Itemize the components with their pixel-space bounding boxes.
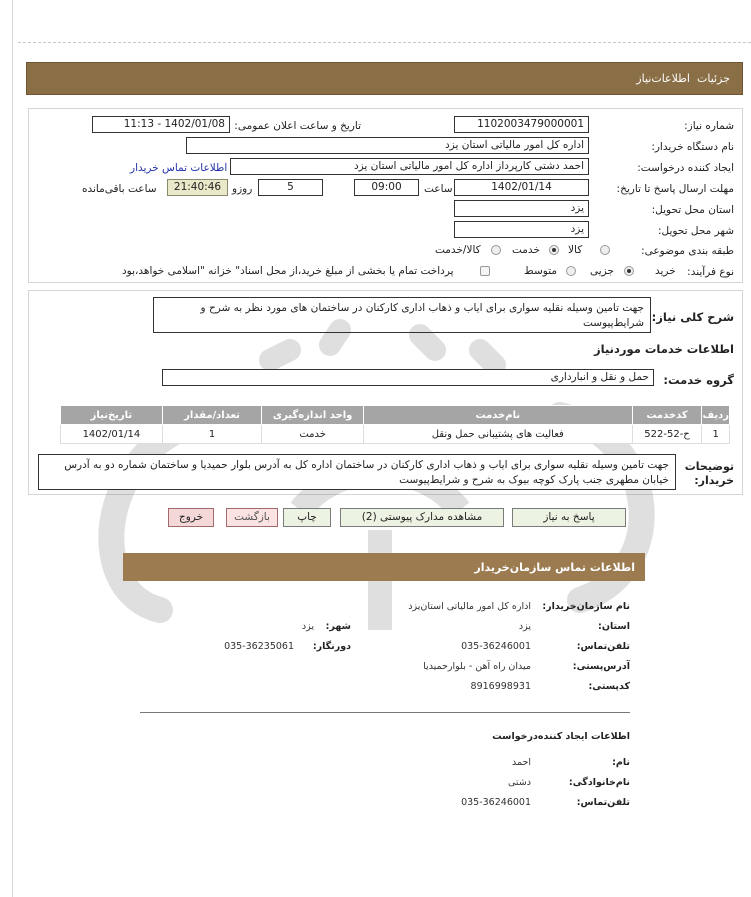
cell-need-date: 1402/01/14 — [61, 425, 163, 444]
service-group-field: حمل و نقل و انبارداری — [162, 369, 654, 386]
province-field: یزد — [454, 200, 589, 217]
treasury-payment-checkbox[interactable] — [480, 266, 490, 276]
process-medium-radio[interactable] — [566, 266, 576, 276]
contact-city-value: یزد — [301, 621, 314, 632]
buyer-org-label: نام دستگاه خریدار: — [651, 141, 734, 153]
deadline-label: مهلت ارسال پاسخ تا تاریخ: — [616, 183, 734, 195]
contact-phone-label: تلفن‌تماس: — [576, 641, 630, 652]
contact-section-title: اطلاعات تماس سازمان‌خریدار — [474, 561, 635, 574]
services-table-header — [61, 406, 730, 425]
creator-phone-value: 035-36246001 — [461, 797, 531, 808]
contact-address-label: آدرس‌پستی: — [572, 661, 630, 672]
creator-info-title: اطلاعات ایجاد کننده‌درخواست — [492, 731, 630, 742]
category-goods-label: کالا — [568, 244, 583, 256]
col-service-code: کدخدمت — [632, 406, 702, 425]
announce-datetime-field: 1402/01/08 - 11:13 — [92, 116, 230, 133]
category-goods-service-radio[interactable] — [491, 245, 501, 255]
city-field: یزد — [454, 221, 589, 238]
back-button[interactable]: بازگشت — [226, 508, 278, 527]
category-goods-service-label: کالا/خدمت — [435, 244, 481, 256]
contact-province-label: استان: — [598, 621, 630, 632]
process-buy-label: خرید — [655, 265, 676, 277]
need-number-label: شماره نیاز: — [684, 120, 734, 132]
need-number-field: 1102003479000001 — [454, 116, 589, 133]
top-divider — [18, 42, 751, 43]
cell-row: 1 — [702, 425, 730, 444]
buyer-notes-field: جهت تامین وسیله نقلیه سواری برای ایاب و ذهاب اداری کارکنان در ساختمان اداره کل به آدرس بلوار حمیدیا و ساختمان شماره دو به آدرس خیابان مطهری جنب پارک کوچه بیوک به شرح و شرایط‌پیوست — [38, 454, 676, 490]
creator-label: ایجاد کننده درخواست: — [637, 162, 734, 174]
summary-label: شرح کلی نیاز: — [651, 310, 734, 324]
remaining-label: ساعت باقی‌مانده — [82, 183, 157, 195]
page-left-border — [12, 0, 13, 897]
process-label: نوع فرآیند: — [687, 266, 734, 278]
table-row — [61, 425, 730, 444]
contact-org-label: نام سازمان‌خریدار: — [542, 601, 630, 612]
col-service-name: نام‌خدمت — [364, 406, 633, 425]
province-label: استان محل تحویل: — [651, 204, 734, 216]
breadcrumb-details[interactable]: جزئیات — [697, 72, 730, 85]
contact-postal-label: کدپستی: — [588, 681, 630, 692]
creator-phone-label: تلفن‌تماس: — [576, 797, 630, 808]
section-header — [26, 62, 743, 95]
deadline-date-field: 1402/01/14 — [454, 179, 589, 196]
treasury-payment-note: پرداخت تمام یا بخشی از مبلغ خرید،از محل اسناد" خزانه "اسلامی خواهد،بود — [122, 265, 454, 277]
category-service-radio[interactable] — [549, 245, 559, 255]
contact-phone-value: 035-36246001 — [461, 641, 531, 652]
contact-section-header — [123, 553, 645, 581]
contact-divider — [140, 712, 630, 713]
services-title: اطلاعات خدمات موردنیاز — [594, 342, 734, 356]
category-goods-radio[interactable] — [600, 245, 610, 255]
cell-quantity: 1 — [162, 425, 262, 444]
view-attachments-button[interactable]: مشاهده مدارک پیوستی (2) — [340, 508, 504, 527]
buyer-contact-link[interactable]: اطلاعات تماس خریدار — [130, 162, 228, 174]
contact-province-value: یزد — [518, 621, 531, 632]
summary-field: جهت تامین وسیله نقلیه سواری برای ایاب و ذهاب اداری کارکنان در ساختمان های مورد نظر به شرح و شرایط‌پیوست — [153, 297, 651, 333]
remaining-time-field: 21:40:46 — [167, 179, 228, 196]
reply-button[interactable]: پاسخ به نیاز — [512, 508, 626, 527]
contact-address-value: میدان راه آهن - بلوارحمیدیا — [423, 661, 531, 672]
col-row: ردیف — [702, 406, 730, 425]
contact-postal-value: 8916998931 — [470, 681, 531, 692]
exit-button[interactable]: خروج — [168, 508, 214, 527]
deadline-hour-field: 09:00 — [354, 179, 419, 196]
col-quantity: تعداد/مقدار — [162, 406, 262, 425]
contact-fax-label: دورنگار: — [312, 641, 351, 652]
cell-service-code: ح-52-522 — [632, 425, 702, 444]
print-button[interactable]: چاپ — [283, 508, 331, 527]
col-need-date: تاریخ‌نیاز — [61, 406, 163, 425]
cell-service-name: فعالیت های پشتیبانی حمل ونقل — [364, 425, 633, 444]
creator-field: احمد دشتی کارپرداز اداره کل امور مالیاتی استان یزد — [230, 158, 589, 175]
category-service-label: خدمت — [512, 244, 540, 256]
contact-city-label: شهر: — [325, 621, 351, 632]
process-minor-radio[interactable] — [624, 266, 634, 276]
announce-label: تاریخ و ساعت اعلان عمومی: — [234, 120, 361, 132]
buyer-notes-label: توضیحات خریدار: — [684, 460, 734, 487]
contact-fax-value: 035-36235061 — [224, 641, 294, 652]
process-medium-label: متوسط — [524, 265, 557, 277]
process-minor-label: جزیی — [590, 265, 614, 277]
services-table — [60, 405, 730, 444]
hour-label: ساعت — [424, 183, 453, 195]
days-label: روزو — [232, 183, 253, 195]
col-unit: واحد اندازه‌گیری — [262, 406, 364, 425]
creator-name-label: نام: — [612, 757, 630, 768]
creator-family-value: دشتی — [508, 777, 531, 788]
city-label: شهر محل تحویل: — [658, 225, 734, 237]
contact-org-value: اداره کل امور مالیاتی استان‌یزد — [408, 601, 531, 612]
buyer-org-field: اداره کل امور مالیاتی استان یزد — [186, 137, 589, 154]
cell-unit: خدمت — [262, 425, 364, 444]
breadcrumb-need-info[interactable]: اطلاعات‌نیاز — [636, 72, 690, 85]
category-label: طبقه بندی موضوعی: — [641, 245, 734, 257]
creator-name-value: احمد — [512, 757, 531, 768]
creator-family-label: نام‌خانوادگی: — [568, 777, 630, 788]
days-field: 5 — [258, 179, 323, 196]
service-group-label: گروه خدمت: — [663, 373, 734, 387]
